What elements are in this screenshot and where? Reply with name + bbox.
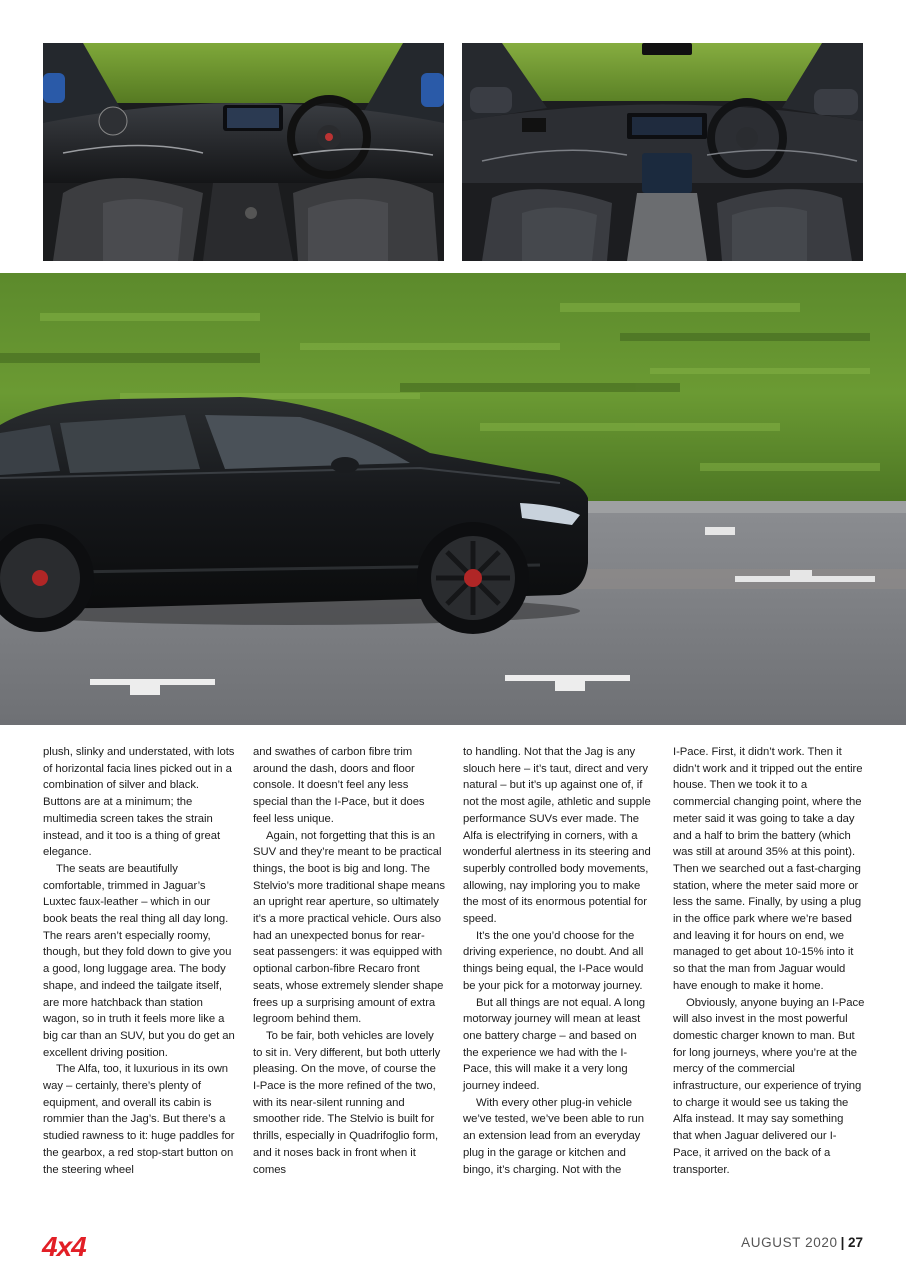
article-column-2: [253, 744, 445, 1200]
article-column-3: [463, 744, 655, 1200]
paragraph: With every other plug-in vehicle we’ve tested, we’ve been able to run an extension lead from an everyday plug in the garage or kitchen and bingo, it’s charging. Not with the: [463, 1096, 644, 1176]
paragraph: plush, slinky and understated, with lots of horizontal facia lines picked out in a combination of silver and black. Buttons are at a minimum; the multimedia screen takes the strain instead, and it too is a thing of great elegance.: [43, 746, 235, 859]
page-footer: [741, 1235, 863, 1250]
jaguar-driving-illustration: [0, 273, 906, 725]
jaguar-interior-photo: [462, 43, 863, 261]
paragraph: It’s the one you’d choose for the driving experience, no doubt. And all things being equal, the I-Pace would be your pick for a motorway journey.: [463, 929, 644, 992]
paragraph: to handling. Not that the Jag is any slouch here – it’s taut, direct and very natural – but it’s up against one of, if not the most agile, athletic and supple performance SUVs ever made. The Alfa is electrifying in corners, with a wonderful alertness in its steering and superbly controlled body movements, allowing, nay imploring you to make the most of its enormous potential for speed.: [463, 746, 651, 926]
paragraph: Again, not forgetting that this is an SUV and they’re meant to be practical things, the boot is big and long. The Stelvio’s more traditional shape means an upright rear aperture, so ultimately it’s a more practical vehicle. Ours also had an unexpected bonus for rear-seat passengers: it was equipped with optional carbon-fibre Recaro front seats, whose extremely slender shape frees up a surprising amount of extra legroom behind them.: [253, 829, 445, 1026]
paragraph: The Alfa, too, it luxurious in its own way – certainly, there’s plenty of equipment, and overall its cabin is rommier than the Jag’s. But there’s a studied rawness to it: huge paddles for the gearbox, a red stop-start button on the steering wheel: [43, 1063, 235, 1176]
paragraph: and swathes of carbon fibre trim around the dash, doors and floor console. It doesn’t feel any less special than the I-Pace, but it does feel less unique.: [253, 746, 425, 825]
issue-date: AUGUST 2020: [741, 1235, 838, 1250]
article-body: [43, 744, 863, 1200]
paragraph: I-Pace. First, it didn’t work. Then it didn’t work and it tripped out the entire house. Then we took it to a commercial changing point, where the meter said it was going to take a day and a half to brim the battery (which was still at around 35% at this point). Then we searched out a fast-charging station, where the meter said more or less the same. Finally, by using a plug in the office park where we’re based and leaving it for hours on end, we managed to get about 10-15% into it so that the man from Jaguar would have enough to make it home.: [673, 746, 863, 992]
footer-separator: |: [840, 1235, 845, 1250]
article-column-4: [673, 744, 865, 1200]
jaguar-driving-photo: [0, 273, 906, 725]
paragraph: Obviously, anyone buying an I-Pace will also invest in the most powerful domestic charger known to man. But for long journeys, where you’re at the mercy of the commercial infrastructure, our experience of trying to charge it would see us taking the Alfa instead. It may say something that when Jaguar delivered our I-Pace, it arrived on the back of a transporter.: [673, 996, 865, 1176]
magazine-logo: 4x4: [42, 1231, 86, 1262]
page-number: 27: [847, 1235, 863, 1250]
jaguar-interior-illustration: [462, 43, 863, 261]
paragraph: But all things are not equal. A long motorway journey will mean at least one battery charge – and based on the experience we had with the I-Pace, this will make it a very long journey indeed.: [463, 996, 646, 1093]
paragraph: To be fair, both vehicles are lovely to sit in. Very different, but both utterly pleasing. On the move, of course the I-Pace is the more refined of the two, with its near-silent running and smoother ride. The Stelvio is built for thrills, especially in Quadrifoglio form, and it noses back in front when it comes: [253, 1029, 441, 1176]
paragraph: The seats are beautifully comfortable, trimmed in Jaguar’s Luxtec faux-leather – which in our book beats the real thing all day long. The rears aren’t especially roomy, though, but they fold down to give you a good, long luggage area. The body shape, and indeed the tailgate itself, are more hatchback than station wagon, so in truth it feels more like a big car than an SUV, but you do get an excellent driving position.: [43, 862, 235, 1059]
alfa-interior-illustration: [43, 43, 444, 261]
alfa-interior-photo: [43, 43, 444, 261]
article-column-1: [43, 744, 235, 1200]
